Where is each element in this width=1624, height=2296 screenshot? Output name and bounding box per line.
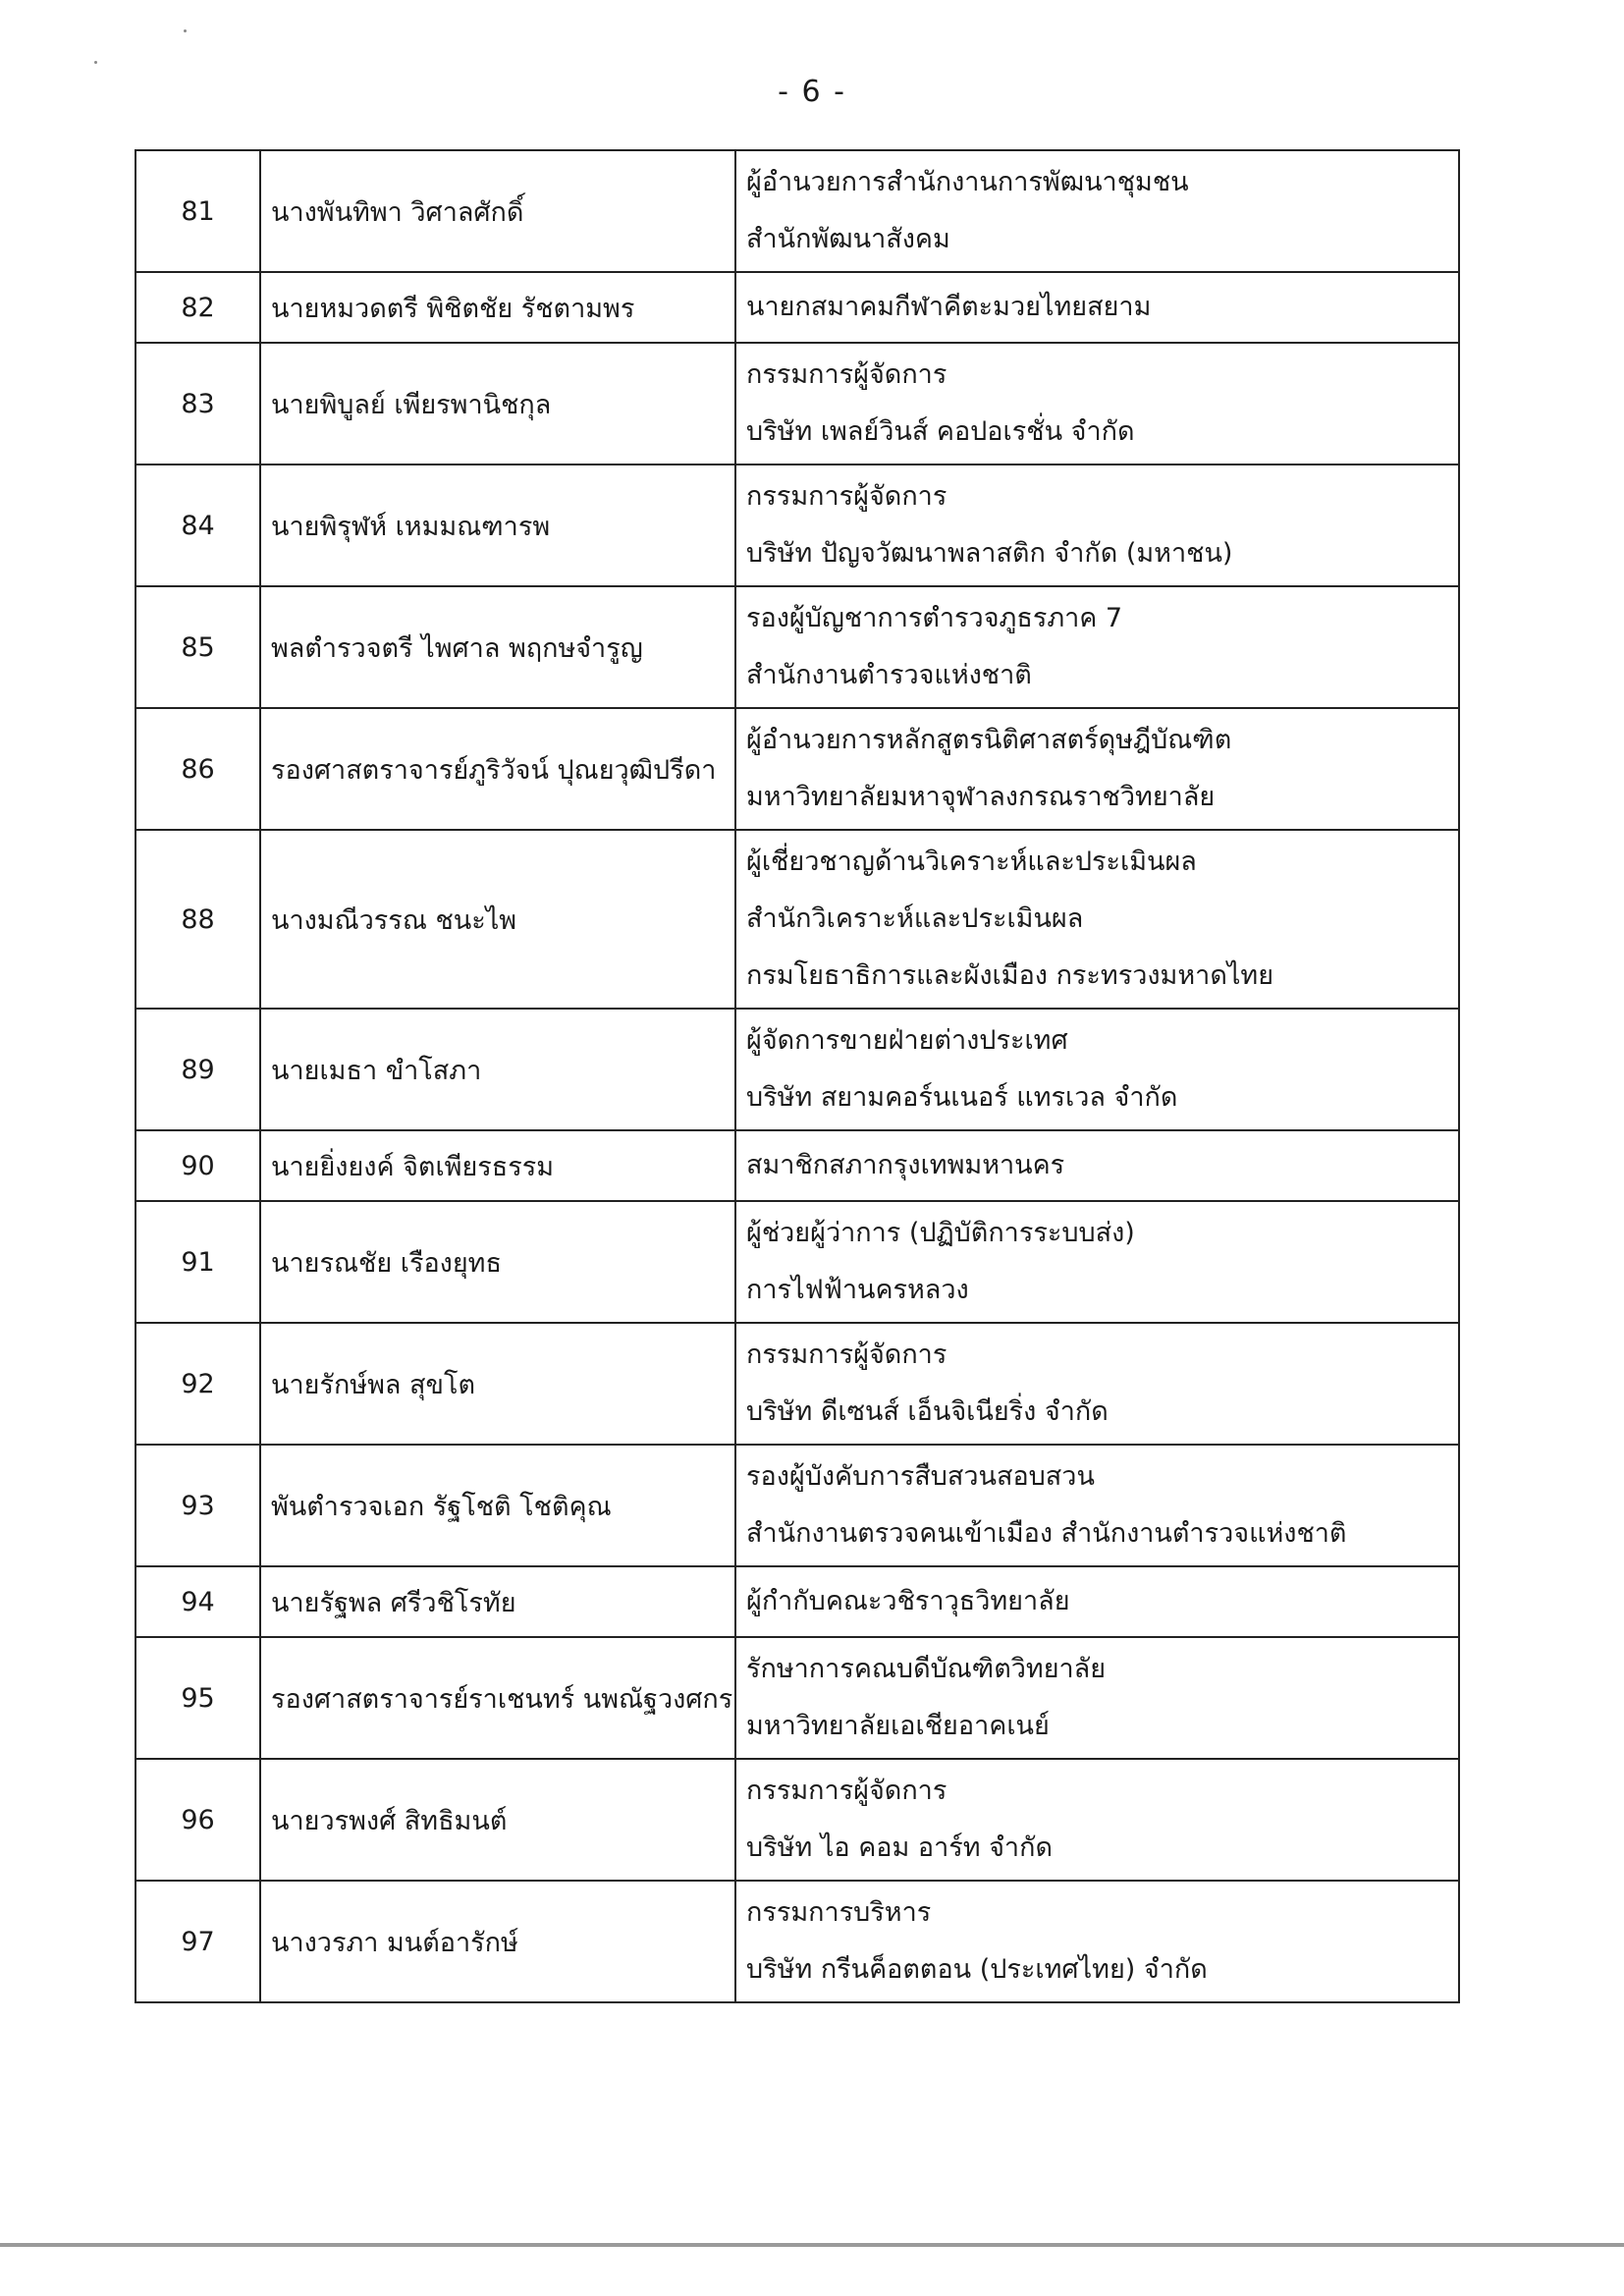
position-cell xyxy=(735,1130,1459,1201)
position-line: สำนักพัฒนาสังคม xyxy=(746,224,950,254)
scan-speck xyxy=(94,61,97,64)
position-line: ผู้จัดการขายฝ่ายต่างประเทศ xyxy=(746,1025,1068,1056)
table-row xyxy=(135,1009,1459,1130)
table-row xyxy=(135,830,1459,1009)
person-name: รองศาสตราจารย์ราเชนทร์ นพณัฐวงศกร xyxy=(260,1637,735,1759)
position-cell xyxy=(735,1201,1459,1323)
position-cell xyxy=(735,1009,1459,1130)
position-line: สำนักงานตำรวจแห่งชาติ xyxy=(746,660,1032,690)
position-cell xyxy=(735,1881,1459,2002)
person-name: นางพันทิพา วิศาลศักดิ์ xyxy=(260,150,735,272)
position-line: มหาวิทยาลัยมหาจุฬาลงกรณราชวิทยาลัย xyxy=(746,782,1216,812)
row-number: 82 xyxy=(135,272,260,343)
row-number: 97 xyxy=(135,1881,260,2002)
position-line: สำนักงานตรวจคนเข้าเมือง สำนักงานตำรวจแห่งชาติ xyxy=(746,1518,1347,1549)
position-line: กรรมการผู้จัดการ xyxy=(746,481,947,512)
person-name: นายพิรุฬห์ เหมมณฑารพ xyxy=(260,465,735,586)
table-row xyxy=(135,272,1459,343)
row-number: 85 xyxy=(135,586,260,708)
position-cell xyxy=(735,1759,1459,1881)
person-name: พันตำรวจเอก รัฐโชติ โชติคุณ xyxy=(260,1445,735,1566)
position-line: บริษัท สยามคอร์นเนอร์ แทรเวล จำกัด xyxy=(746,1082,1178,1113)
table-row xyxy=(135,150,1459,272)
position-cell xyxy=(735,343,1459,465)
person-name: นายวรพงศ์ สิทธิมนต์ xyxy=(260,1759,735,1881)
table-row xyxy=(135,1637,1459,1759)
row-number: 90 xyxy=(135,1130,260,1201)
position-line: กรรมการผู้จัดการ xyxy=(746,359,947,390)
position-line: สำนักวิเคราะห์และประเมินผล xyxy=(746,903,1084,934)
position-line: นายกสมาคมกีฬาคีตะมวยไทยสยาม xyxy=(746,292,1152,322)
appointee-table xyxy=(135,149,1460,2003)
row-number: 93 xyxy=(135,1445,260,1566)
person-name: นางวรภา มนต์อารักษ์ xyxy=(260,1881,735,2002)
table-row xyxy=(135,1445,1459,1566)
row-number: 92 xyxy=(135,1323,260,1445)
position-cell xyxy=(735,1566,1459,1637)
position-line: ผู้อำนวยการหลักสูตรนิติศาสตร์ดุษฎีบัณฑิต xyxy=(746,725,1232,755)
position-cell xyxy=(735,1323,1459,1445)
page-bottom-rule xyxy=(0,2243,1624,2247)
table-row xyxy=(135,1201,1459,1323)
row-number: 95 xyxy=(135,1637,260,1759)
position-line: กรรมการผู้จัดการ xyxy=(746,1339,947,1370)
position-cell xyxy=(735,465,1459,586)
person-name: นายพิบูลย์ เพียรพานิชกุล xyxy=(260,343,735,465)
position-line: บริษัท ปัญจวัฒนาพลาสติก จำกัด (มหาชน) xyxy=(746,538,1233,569)
row-number: 96 xyxy=(135,1759,260,1881)
position-cell xyxy=(735,586,1459,708)
position-line: บริษัท ดีเซนส์ เอ็นจิเนียริ่ง จำกัด xyxy=(746,1396,1109,1427)
row-number: 84 xyxy=(135,465,260,586)
position-line: การไฟฟ้านครหลวง xyxy=(746,1275,969,1305)
row-number: 89 xyxy=(135,1009,260,1130)
position-cell xyxy=(735,272,1459,343)
position-cell xyxy=(735,830,1459,1009)
position-line: รองผู้บัญชาการตำรวจภูธรภาค 7 xyxy=(746,603,1123,633)
position-line: ผู้เชี่ยวชาญด้านวิเคราะห์และประเมินผล xyxy=(746,847,1197,877)
scan-speck xyxy=(184,29,187,32)
position-line: ผู้ช่วยผู้ว่าการ (ปฏิบัติการระบบส่ง) xyxy=(746,1218,1135,1248)
row-number: 86 xyxy=(135,708,260,830)
table-row xyxy=(135,1566,1459,1637)
table-row xyxy=(135,586,1459,708)
position-line: ผู้กำกับคณะวชิราวุธวิทยาลัย xyxy=(746,1586,1070,1616)
position-line: รองผู้บังคับการสืบสวนสอบสวน xyxy=(746,1461,1095,1492)
position-line: บริษัท เพลย์วินส์ คอปอเรชั่น จำกัด xyxy=(746,416,1135,447)
position-cell xyxy=(735,1637,1459,1759)
person-name: พลตำรวจตรี ไพศาล พฤกษจำรูญ xyxy=(260,586,735,708)
position-line: กรรมการผู้จัดการ xyxy=(746,1776,947,1806)
person-name: นายรณชัย เรืองยุทธ xyxy=(260,1201,735,1323)
row-number: 83 xyxy=(135,343,260,465)
person-name: นายหมวดตรี พิชิตชัย รัชตามพร xyxy=(260,272,735,343)
position-line: กรรมการบริหาร xyxy=(746,1897,932,1928)
position-cell xyxy=(735,1445,1459,1566)
table-row xyxy=(135,1759,1459,1881)
person-name: นายรัฐพล ศรีวชิโรทัย xyxy=(260,1566,735,1637)
row-number: 94 xyxy=(135,1566,260,1637)
position-line: บริษัท ไอ คอม อาร์ท จำกัด xyxy=(746,1832,1053,1863)
row-number: 81 xyxy=(135,150,260,272)
table-row xyxy=(135,1130,1459,1201)
position-line: ผู้อำนวยการสำนักงานการพัฒนาชุมชน xyxy=(746,167,1189,197)
person-name: รองศาสตราจารย์ภูริวัจน์ ปุณยวุฒิปรีดา xyxy=(260,708,735,830)
page-number: - 6 - xyxy=(778,75,846,109)
table-row xyxy=(135,708,1459,830)
person-name: นายยิ่งยงค์ จิตเพียรธรรม xyxy=(260,1130,735,1201)
position-line: กรมโยธาธิการและผังเมือง กระทรวงมหาดไทย xyxy=(746,960,1274,991)
row-number: 88 xyxy=(135,830,260,1009)
row-number: 91 xyxy=(135,1201,260,1323)
person-name: นายรักษ์พล สุขโต xyxy=(260,1323,735,1445)
position-line: รักษาการคณบดีบัณฑิตวิทยาลัย xyxy=(746,1654,1107,1684)
position-line: มหาวิทยาลัยเอเชียอาคเนย์ xyxy=(746,1711,1050,1741)
position-line: สมาชิกสภากรุงเทพมหานคร xyxy=(746,1150,1065,1180)
position-cell xyxy=(735,150,1459,272)
table-row xyxy=(135,465,1459,586)
position-cell xyxy=(735,708,1459,830)
person-name: นางมณีวรรณ ชนะไพ xyxy=(260,830,735,1009)
position-line: บริษัท กรีนค็อตตอน (ประเทศไทย) จำกัด xyxy=(746,1954,1208,1985)
person-name: นายเมธา ขำโสภา xyxy=(260,1009,735,1130)
table-row xyxy=(135,343,1459,465)
table-row xyxy=(135,1881,1459,2002)
table-row xyxy=(135,1323,1459,1445)
